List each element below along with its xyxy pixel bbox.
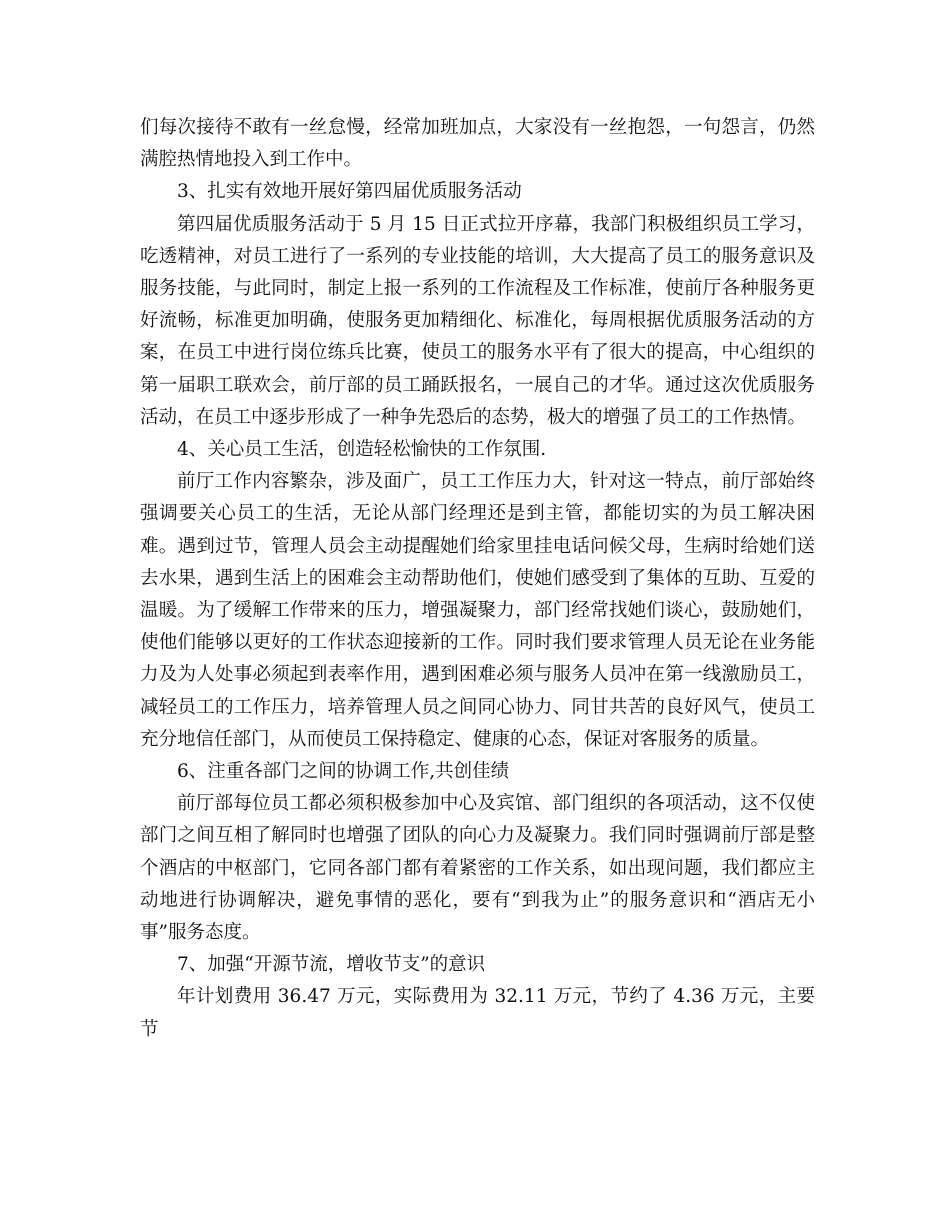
paragraph-service-activity: 第四届优质服务活动于 5 月 15 日正式拉开序幕，我部门积极组织员工学习，吃透精神，对员工进行了一系列的专业技能的培训，大大提高了员工的服务意识及服务技能，与此同时，制定上报一系列的工作流程及工作标准，使前厅各种服务更好流畅，标准更加明确，使服务更加精细化、标准化，每周根据优质服务活动的方案，在员工中进行岗位练兵比赛，使员工的服务水平有了很大的提高，中心组织的第一届职工联欢会，前厅部的员工踊跃报名，一展自己的才华。通过这次优质服务活动，在员工中逐步形成了一种争先恐后的态势，极大的增强了员工的工作热情。 [140,213,815,428]
section-heading-4: 4、关心员工生活，创造轻松愉快的工作氛围. [177,439,547,461]
section-heading-3: 3、扎实有效地开展好第四届优质服务活动 [177,181,522,203]
paragraph-cost-saving: 年计划费用 36.47 万元，实际费用为 32.11 万元，节约了 4.36 万元，主要节 [140,986,815,1040]
document-page [140,112,815,1046]
section-heading-7: 7、加强“开源节流，增收节支”的意识 [177,954,486,976]
paragraph-coordination: 前厅部每位员工都必须积极参加中心及宾馆、部门组织的各项活动，这不仅使部门之间互相了解同时也增强了团队的向心力及凝聚力。我们同时强调前厅部是整个酒店的中枢部门，它同各部门都有着紧密的工作关系，如出现问题，我们都应主动地进行协调解决，避免事情的恶化，要有“到我为止”的服务意识和“酒店无小事”服务态度。 [140,793,815,944]
paragraph-employee-care: 前厅工作内容繁杂，涉及面广，员工工作压力大，针对这一特点，前厅部始终强调要关心员工的生活，无论从部门经理还是到主管，都能切实的为员工解决困难。遇到过节，管理人员会主动提醒她们给家里挂电话问候父母，生病时给她们送去水果，遇到生活上的困难会主动帮助他们，使她们感受到了集体的互助、互爱的温暖。为了缓解工作带来的压力，增强凝聚力，部门经常找她们谈心，鼓励她们，使他们能够以更好的工作状态迎接新的工作。同时我们要求管理人员无论在业务能力及为人处事必须起到表率作用，遇到困难必须与服务人员冲在第一线激励员工，减轻员工的工作压力，培养管理人员之间同心协力、同甘共苦的良好风气，使员工充分地信任部门，从而使员工保持稳定、健康的心态，保证对客服务的质量。 [140,471,815,750]
section-heading-6: 6、注重各部门之间的协调工作,共创佳绩 [177,761,510,783]
paragraph-continuation: 们每次接待不敢有一丝怠慢，经常加班加点，大家没有一丝抱怨，一句怨言，仍然满腔热情地投入到工作中。 [140,117,815,171]
